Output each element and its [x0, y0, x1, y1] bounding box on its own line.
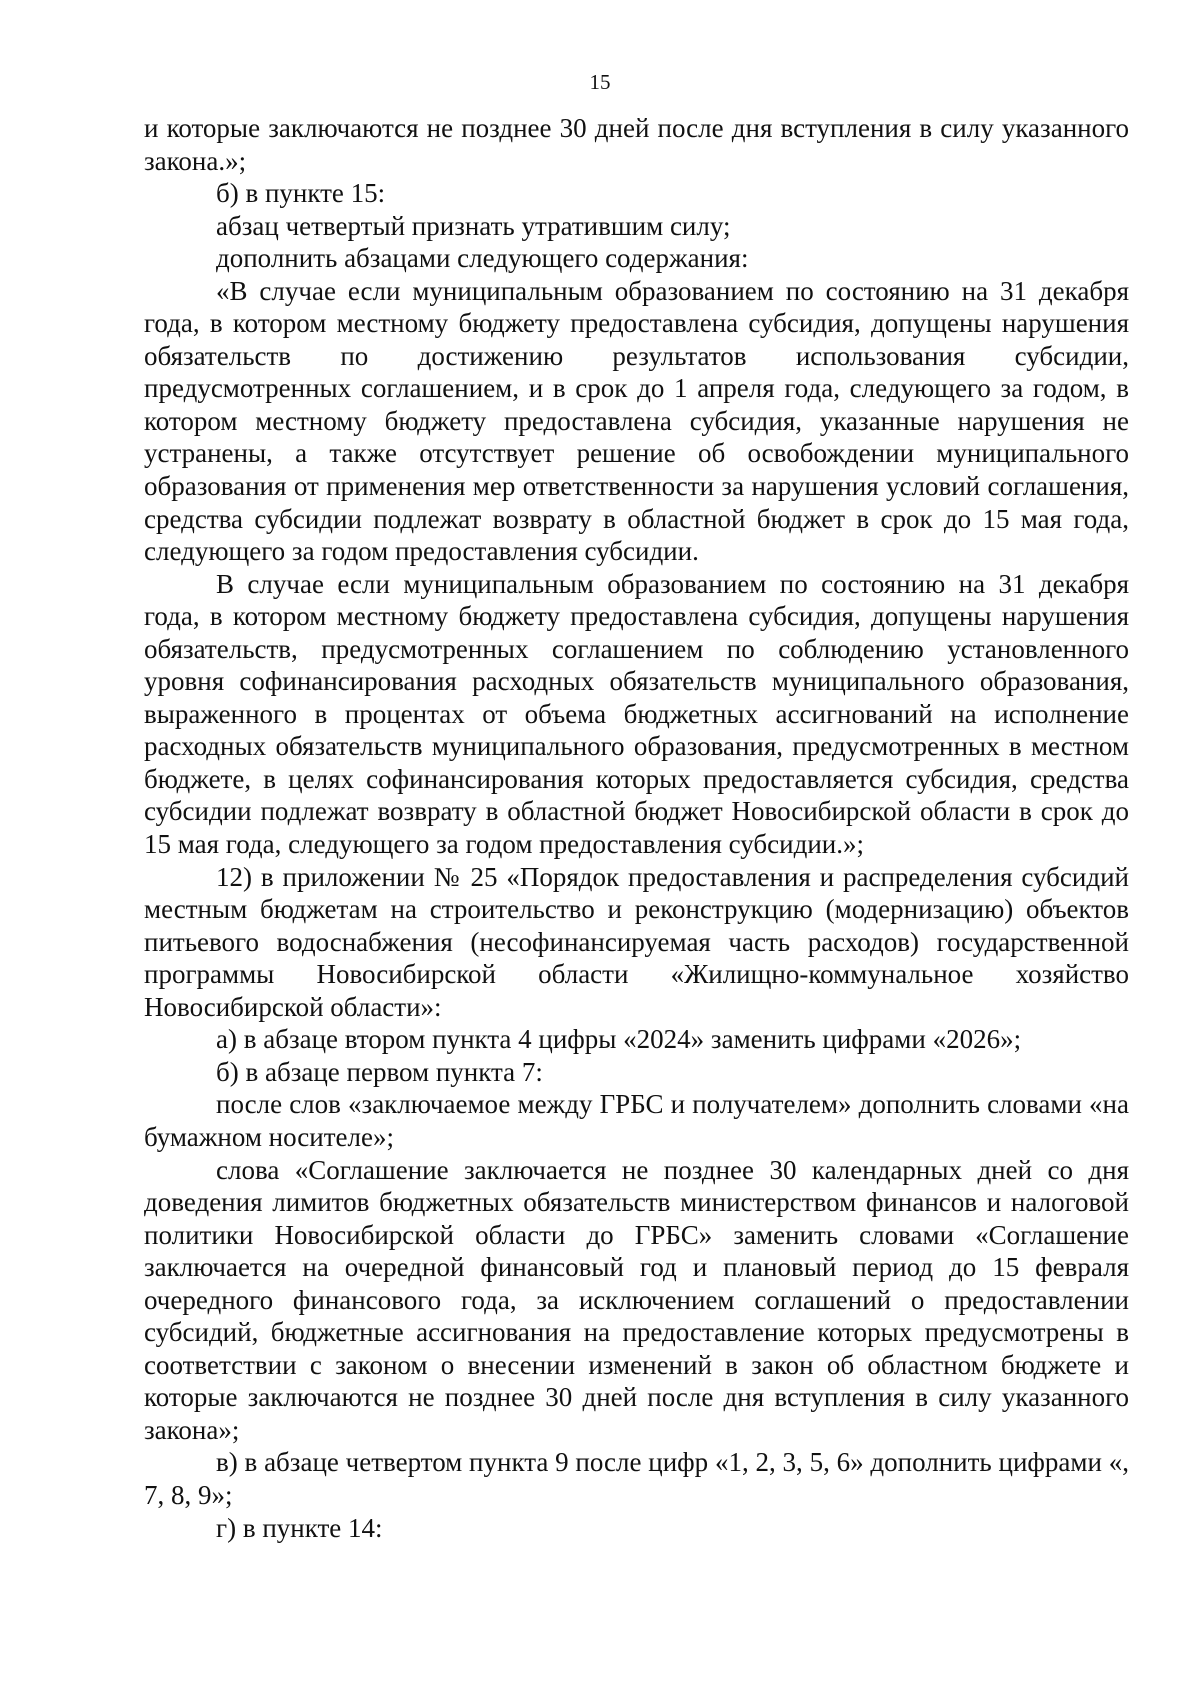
paragraph: дополнить абзацами следующего содержания:	[216, 243, 749, 274]
paragraph: б) в абзаце первом пункта 7:	[216, 1056, 543, 1087]
paragraph: слова «Соглашение заключается не позднее 30 календарных дней со дня доведения лимитов бюджетных обязательств министерством финансов и налоговой политики Новосибирской области до ГРБС» заменить словами «Соглашение заключается на очередной финансовый год и плановый период до 15 февраля очередного финансового года, за исключением соглашений о предоставлении субсидий, бюджетные ассигнования на предоставление которых предусмотрены в соответствии с законом о внесении изменений в закон об областном бюджете и которые заключаются не позднее 30 дней после дня вступления в силу указанного закона»;	[144, 1154, 1129, 1445]
paragraph: б) в пункте 15:	[216, 178, 386, 209]
paragraph: после слов «заключаемое между ГРБС и получателем» дополнить словами «на бумажном носителе»;	[144, 1089, 1129, 1152]
paragraph: и которые заключаются не позднее 30 дней после дня вступления в силу указанного закона.»;	[144, 113, 1129, 176]
paragraph: а) в абзаце втором пункта 4 цифры «2024» заменить цифрами «2026»;	[216, 1024, 1022, 1055]
paragraph: г) в пункте 14:	[216, 1512, 383, 1543]
document-body	[144, 112, 1129, 1544]
paragraph: в) в абзаце четвертом пункта 9 после цифр «1, 2, 3, 5, 6» дополнить цифрами «, 7, 8, 9»;	[144, 1447, 1129, 1510]
paragraph: В случае если муниципальным образованием по состоянию на 31 декабря года, в котором местному бюджету предоставлена субсидия, допущены нарушения обязательств, предусмотренных соглашением по соблюдению установленного уровня софинансирования расходных обязательств муниципального образования, выраженного в процентах от объема бюджетных ассигнований на исполнение расходных обязательств муниципального образования, предусмотренных в местном бюджете, в целях софинансирования которых предоставляется субсидия, средства субсидии подлежат возврату в областной бюджет Новосибирской области в срок до 15 мая года, следующего за годом предоставления субсидии.»;	[144, 568, 1129, 860]
paragraph: «В случае если муниципальным образованием по состоянию на 31 декабря года, в котором местному бюджету предоставлена субсидия, допущены нарушения обязательств по достижению результатов использования субсидии, предусмотренных соглашением, и в срок до 1 апреля года, следующего за годом, в котором местному бюджету предоставлена субсидия, указанные нарушения не устранены, а также отсутствует решение об освобождении муниципального образования от применения мер ответственности за нарушения условий соглашения, средства субсидии подлежат возврату в областной бюджет в срок до 15 мая года, следующего за годом предоставления субсидии.	[144, 275, 1129, 567]
paragraph: абзац четвертый признать утратившим силу;	[216, 210, 731, 241]
page-number: 15	[589, 70, 611, 94]
paragraph: 12) в приложении № 25 «Порядок предоставления и распределения субсидий местным бюджетам на строительство и реконструкцию (модернизацию) объектов питьевого водоснабжения (несофинансируемая часть расходов) государственной программы Новосибирской области «Жилищно-коммунальное хозяйство Новосибирской области»:	[144, 861, 1129, 1022]
